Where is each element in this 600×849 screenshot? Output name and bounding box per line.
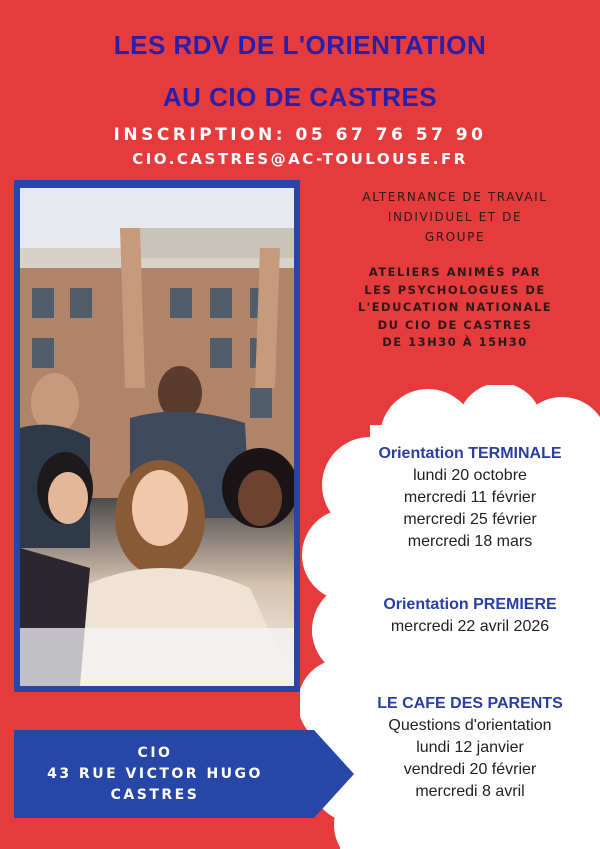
title-line-1: LES RDV DE L'ORIENTATION [113, 30, 487, 60]
schedule-parents [350, 693, 590, 803]
parents-line-3: vendredi 20 février [403, 761, 537, 778]
premiere-date-1: mercredi 22 avril 2026 [390, 618, 550, 635]
title-line-2: AU CIO DE CASTRES [162, 82, 438, 112]
address-line-3: CASTRES [110, 787, 200, 803]
terminale-date-1: lundi 20 octobre [413, 467, 527, 484]
parents-heading: LE CAFE DES PARENTS [377, 695, 563, 712]
ateliers-info [320, 264, 590, 352]
students-photo [20, 188, 294, 686]
work-format-line-2: INDIVIDUEL ET DE [387, 210, 523, 224]
parents-line-1: Questions d'orientation [388, 717, 552, 734]
terminale-heading: Orientation TERMINALE [378, 445, 562, 462]
terminale-date-2: mercredi 11 février [403, 489, 537, 506]
schedule-premiere [350, 594, 590, 638]
work-format-line-1: ALTERNANCE DE TRAVAIL [362, 190, 548, 204]
ateliers-line-3: L'EDUCATION NATIONALE [357, 300, 553, 314]
ateliers-line-4: DU CIO DE CASTRES [377, 317, 533, 332]
work-format-line-3: GROUPE [424, 230, 486, 244]
schedule-terminale [350, 443, 590, 553]
photo-frame [14, 180, 300, 692]
terminale-date-4: mercredi 18 mars [407, 533, 533, 550]
address-text [14, 743, 296, 806]
ateliers-line-5: DE 13H30 À 15H30 [382, 335, 528, 349]
ateliers-line-1: ATELIERS ANIMÉS PAR [368, 265, 542, 279]
phone-inscription: INSCRIPTION: 05 67 76 57 90 [113, 125, 487, 145]
parents-line-4: mercredi 8 avril [415, 783, 525, 800]
ateliers-line-2: LES PSYCHOLOGUES DE [364, 282, 546, 297]
address-line-1: CIO [137, 745, 173, 761]
address-line-2: 43 RUE VICTOR HUGO [47, 766, 263, 782]
email-address: CIO.CASTRES@AC-TOULOUSE.FR [132, 150, 468, 168]
work-format-info [320, 187, 590, 247]
terminale-date-3: mercredi 25 février [403, 511, 537, 528]
premiere-heading: Orientation PREMIERE [383, 596, 557, 613]
students-photo-illustration [20, 188, 294, 686]
parents-line-2: lundi 12 janvier [416, 739, 524, 756]
